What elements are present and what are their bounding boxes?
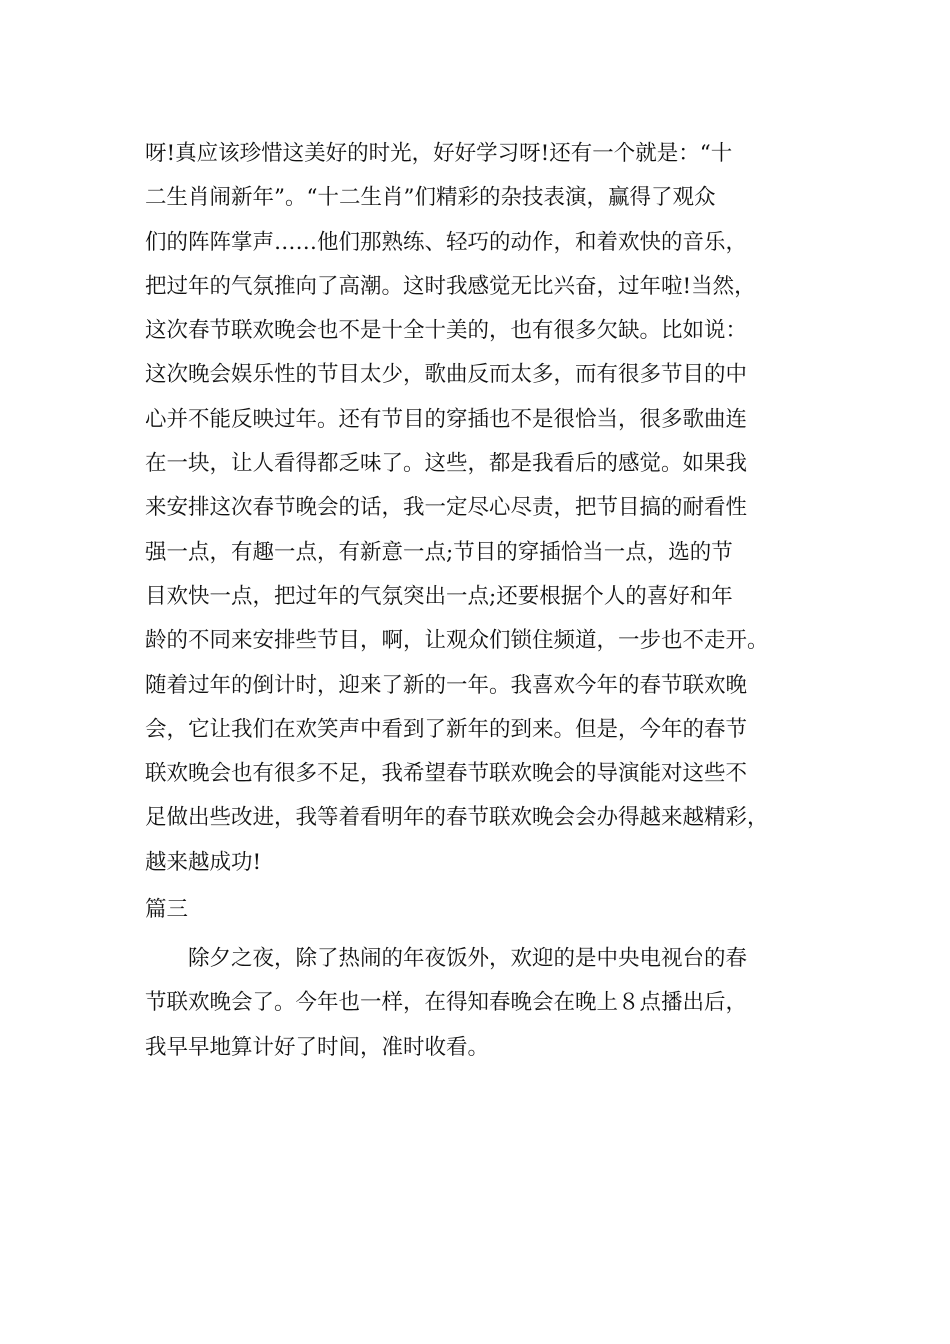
text-line: 这次晚会娱乐性的节目太少，歌曲反而太多，而有很多节目的中 bbox=[145, 362, 748, 388]
section-heading: 篇三 bbox=[145, 897, 189, 923]
text-line: 这次春节联欢晚会也不是十全十美的，也有很多欠缺。比如说： bbox=[145, 318, 748, 344]
text-line: 二生肖闹新年”。“十二生肖”们精彩的杂技表演，赢得了观众 bbox=[145, 185, 716, 211]
text-line: 节联欢晚会了。今年也一样，在得知春晚会在晚上８点播出后， bbox=[145, 990, 748, 1016]
text-line: 呀!真应该珍惜这美好的时光，好好学习呀!还有一个就是：“十 bbox=[145, 141, 733, 166]
text-line: 足做出些改进，我等着看明年的春节联欢晚会会办得越来越精彩， bbox=[145, 805, 769, 831]
text-line: 来安排这次春节晚会的话，我一定尽心尽责，把节目搞的耐看性 bbox=[145, 495, 748, 521]
text-line: 随着过年的倒计时，迎来了新的一年。我喜欢今年的春节联欢晚 bbox=[145, 672, 748, 698]
text-line: 在一块，让人看得都乏味了。这些，都是我看后的感觉。如果我 bbox=[145, 451, 748, 477]
text-line: 强一点，有趣一点，有新意一点;节目的穿插恰当一点，选的节 bbox=[145, 539, 733, 565]
text-line: 我早早地算计好了时间，准时收看。 bbox=[145, 1034, 490, 1060]
text-line: 越来越成功! bbox=[145, 849, 262, 875]
text-line: 会，它让我们在欢笑声中看到了新年的到来。但是，今年的春节 bbox=[145, 716, 748, 742]
text-line: 龄的不同来安排些节目，啊，让观众们锁住频道，一步也不走开。 bbox=[145, 628, 769, 654]
text-line: 们的阵阵掌声……他们那熟练、轻巧的动作，和着欢快的音乐， bbox=[145, 229, 748, 255]
text-line: 目欢快一点，把过年的气氛突出一点;还要根据个人的喜好和年 bbox=[145, 583, 733, 609]
text-line: 心并不能反映过年。还有节目的穿插也不是很恰当，很多歌曲连 bbox=[145, 406, 748, 432]
text-line: 联欢晚会也有很多不足，我希望春节联欢晚会的导演能对这些不 bbox=[145, 761, 748, 787]
text-line: 把过年的气氛推向了高潮。这时我感觉无比兴奋，过年啦!当然， bbox=[145, 273, 756, 299]
document-body bbox=[145, 132, 825, 1070]
text-line: 除夕之夜，除了热闹的年夜饭外，欢迎的是中央电视台的春 bbox=[145, 946, 748, 972]
